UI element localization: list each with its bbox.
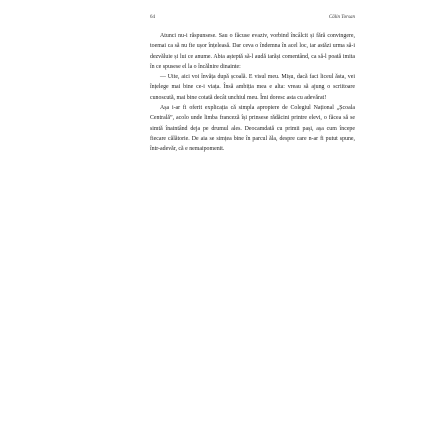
body-text (150, 31, 355, 155)
paragraph: Așa i-ar fi oferit explicația că simpla apropiere de Colegiul Național „Școala Centrală”, acolo unde limba franceză își prinsese rădăcini printre elevi, o făcea să se simtă înaintând deja pe drumul ales. Deocamdată cu primii pași, așa cum începe fiecare călătorie. De aia se simțea bine în parcul ăla, despre care n-ar fi putut spune, într-adevăr, că e nemaipomenit. (150, 105, 355, 153)
paragraph: — Uite, aici voi învăța după școală. E visul meu. Mișu, dacă faci liceul ăsta, vei înțelege mai bine ce-i viața. Însă ambiția mea e alta: vreau să ajung o scriitoare cunoscută, mai bine cotată decât unchiul meu. Îmi doresc asta cu adevărat! (150, 74, 355, 101)
running-head: Călin Torsan (328, 15, 355, 20)
page-number: 64 (150, 15, 155, 20)
page-header (150, 13, 355, 23)
paragraph: Atunci nu-i răspunsese. Sau o făcuse evaziv, vorbind încâlcit și fără convingere, toemai ca să nu fie ușor înțeleasă. Dar ceva o îndemna în acel loc, iar astăzi urma să-i dezvăluie și lui ce anume. Abia așteptă să-l audă iarăși comentând, ca să-l poată imita în ce spusese el la o încălnire dinainte: (150, 33, 355, 70)
